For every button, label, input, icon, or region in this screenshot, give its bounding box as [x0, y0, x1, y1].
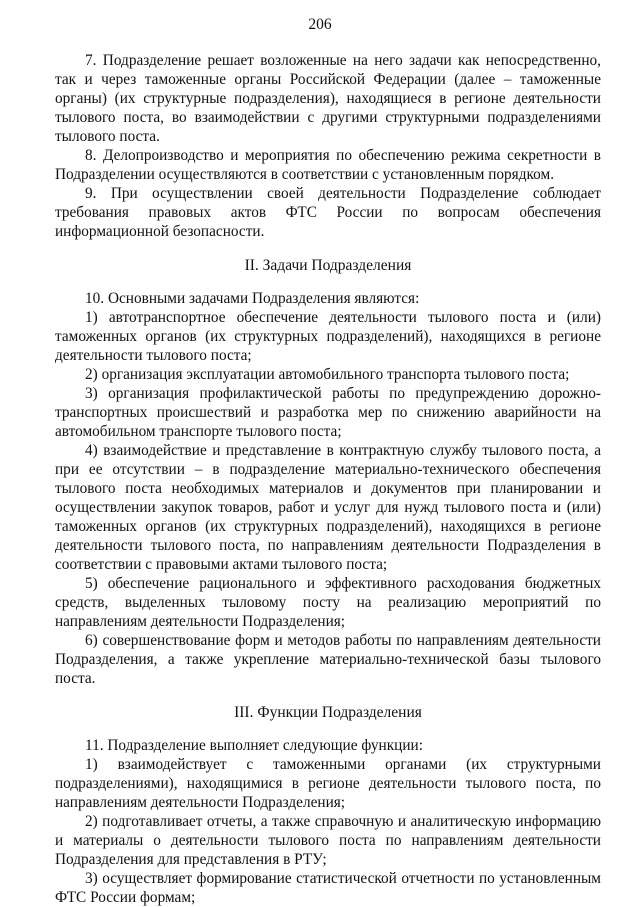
task-item-1: 1) автотранспортное обеспечение деятельности тылового поста и (или) таможенных органов (их структурных подразделений), находящихся в регионе деятельности тылового поста; — [55, 309, 601, 364]
paragraph-9: 9. При осуществлении своей деятельности Подразделение соблюдает требования правовых актов ФТС России по вопросам обеспечения информационной безопасности. — [55, 185, 601, 240]
task-item-2: 2) организация эксплуатации автомобильного транспорта тылового поста; — [85, 366, 570, 383]
document-body — [55, 51, 601, 907]
paragraph-8: 8. Делопроизводство и мероприятия по обеспечению режима секретности в Подразделении осуществляются в соответствии с установленным порядком. — [55, 147, 601, 183]
section-heading-functions: III. Функции Подразделения — [234, 704, 422, 721]
task-item-6: 6) совершенствование форм и методов работы по направлениям деятельности Подразделения, а также укрепление материально-технической базы тылового поста. — [55, 632, 601, 687]
page-number: 206 — [308, 16, 332, 33]
function-item-3: 3) осуществляет формирование статистической отчетности по установленным ФТС России формам; — [55, 870, 601, 906]
function-item-1: 1) взаимодействует с таможенными органами (их структурными подразделениями), находящимися в регионе деятельности тылового поста, по направлениям деятельности Подразделения; — [55, 756, 601, 811]
function-item-2: 2) подготавливает отчеты, а также справочную и аналитическую информацию и материалы о деятельности тылового поста по направлениям деятельности Подразделения для представления в РТУ; — [55, 813, 601, 868]
paragraph-10: 10. Основными задачами Подразделения являются: — [85, 290, 420, 307]
paragraph-7: 7. Подразделение решает возложенные на него задачи как непосредственно, так и через таможенные органы Российской Федерации (далее – таможенные органы) (их структурные подразделения), находящиеся в регионе деятельности тылового поста, во взаимодействии с другими структурными подразделениями тылового поста. — [55, 52, 601, 145]
paragraph-11: 11. Подразделение выполняет следующие функции: — [85, 737, 423, 754]
task-item-3: 3) организация профилактической работы по предупреждению дорожно-транспортных происшествий и разработка мер по снижению аварийности на автомобильном транспорте тылового поста; — [55, 385, 601, 440]
task-item-5: 5) обеспечение рационального и эффективного расходования бюджетных средств, выделенных тыловому посту на реализацию мероприятий по направлениям деятельности Подразделения; — [55, 575, 601, 630]
section-heading-tasks: II. Задачи Подразделения — [244, 257, 412, 274]
task-item-4: 4) взаимодействие и представление в контрактную службу тылового поста, а при ее отсутствии – в подразделение материально-технического обеспечения тылового поста необходимых материалов и документов при планировании и осуществлении закупок товаров, работ и услуг для нужд тылового поста и (или) таможенных органов (их структурных подразделений), находящихся в регионе деятельности тылового поста, по направлениям деятельности Подразделения в соответствии с правовыми актами тылового поста; — [55, 442, 601, 573]
